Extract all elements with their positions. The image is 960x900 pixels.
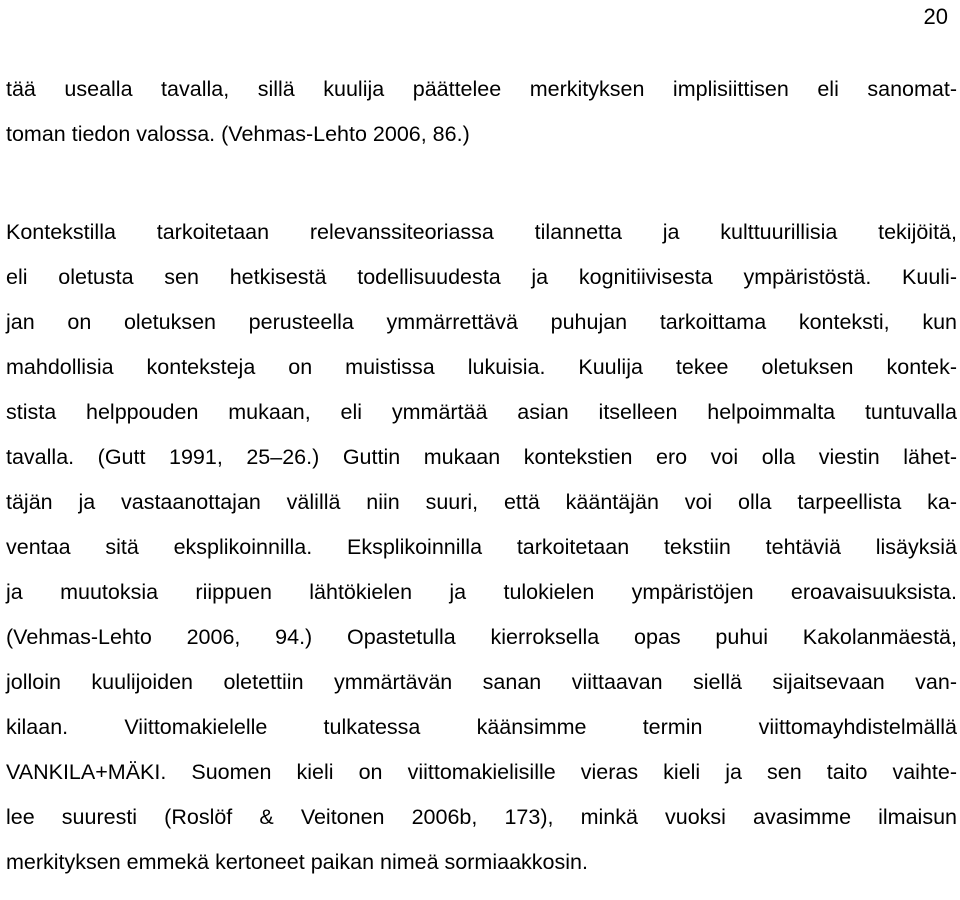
text-line: jan on oletuksen perusteella ymmärrettävä puhujan tarkoittama konteksti, kun (6, 310, 957, 334)
text-line: kilaan. Viittomakielelle tulkatessa käänsimme termin viittomayhdistelmällä (6, 715, 957, 739)
text-line: tavalla. (Gutt 1991, 25–26.) Guttin mukaan kontekstien ero voi olla viestin lähet- (6, 445, 957, 469)
text-line: tää usealla tavalla, sillä kuulija päättelee merkityksen implisiittisen eli sanomat- (6, 77, 957, 101)
text-line: stista helppouden mukaan, eli ymmärtää asian itselleen helpoimmalta tuntuvalla (6, 400, 957, 424)
page-number: 20 (923, 4, 948, 29)
text-line: toman tiedon valossa. (Vehmas-Lehto 2006, 86.) (6, 122, 470, 146)
text-line: eli oletusta sen hetkisestä todellisuudesta ja kognitiivisesta ympäristöstä. Kuuli- (6, 265, 957, 289)
text-line: VANKILA+MÄKI. Suomen kieli on viittomakielisille vieras kieli ja sen taito vaihte- (6, 760, 957, 784)
text-line: merkityksen emmekä kertoneet paikan nimeä sormiaakkosin. (6, 850, 588, 874)
text-line: mahdollisia konteksteja on muistissa lukuisia. Kuulija tekee oletuksen kontek- (6, 355, 957, 379)
text-line: ventaa sitä eksplikoinnilla. Eksplikoinnilla tarkoitetaan tekstiin tehtäviä lisäyksiä (6, 535, 957, 559)
paragraph-2 (6, 210, 957, 885)
text-line: ja muutoksia riippuen lähtökielen ja tulokielen ympäristöjen eroavaisuuksista. (6, 580, 957, 604)
text-line: lee suuresti (Roslöf & Veitonen 2006b, 173), minkä vuoksi avasimme ilmaisun (6, 805, 957, 829)
text-line: (Vehmas-Lehto 2006, 94.) Opastetulla kierroksella opas puhui Kakolanmäestä, (6, 625, 957, 649)
text-line: täjän ja vastaanottajan välillä niin suuri, että kääntäjän voi olla tarpeellista ka- (6, 490, 957, 514)
text-line: Kontekstilla tarkoitetaan relevanssiteoriassa tilannetta ja kulttuurillisia tekijöitä, (6, 220, 957, 244)
text-line: jolloin kuulijoiden oletettiin ymmärtävän sanan viittaavan siellä sijaitsevaan van- (6, 670, 957, 694)
paragraph-1 (6, 67, 957, 157)
